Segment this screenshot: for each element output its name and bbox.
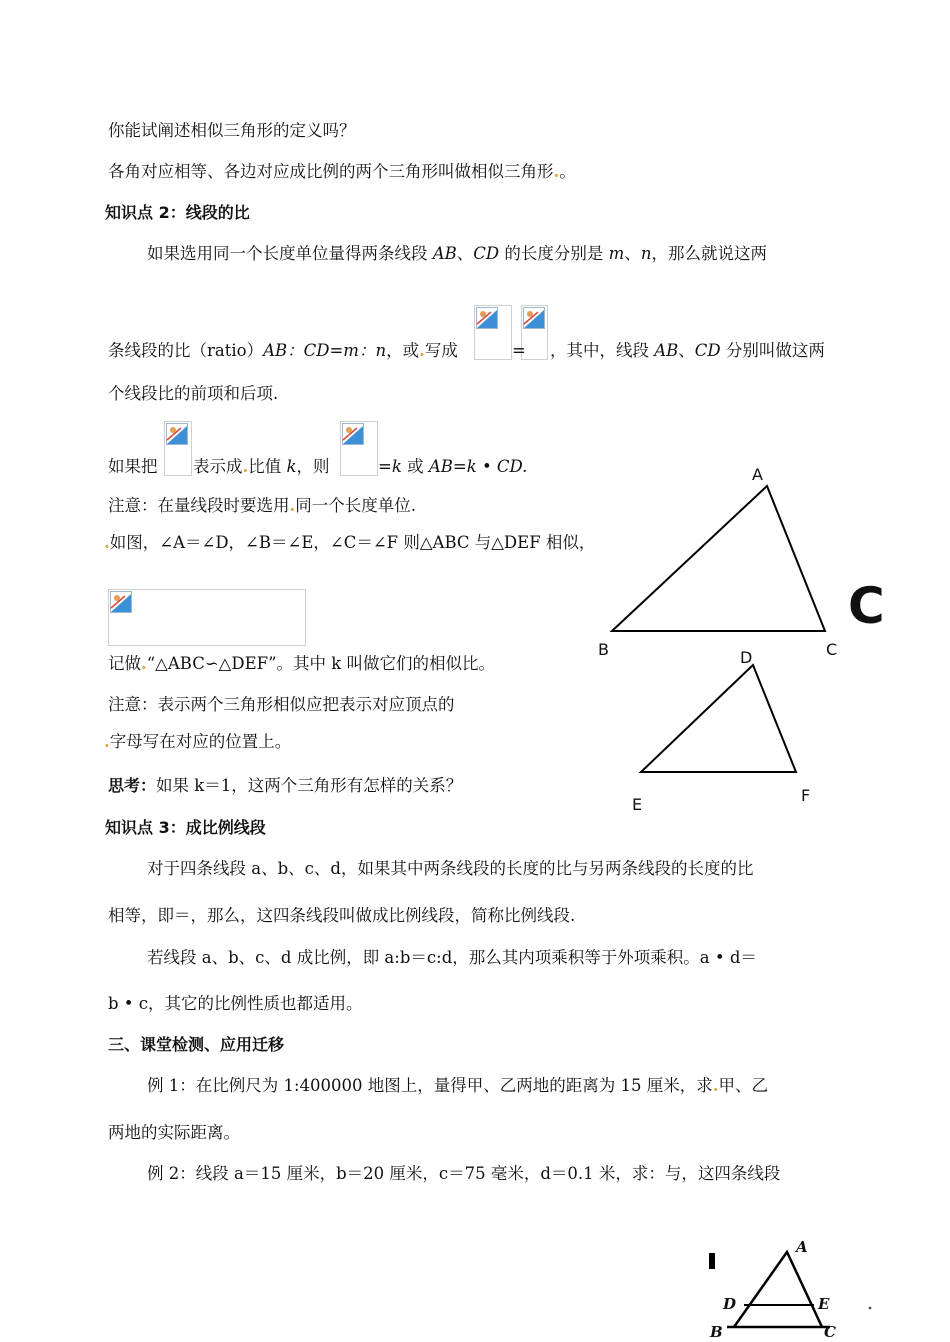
fig2-vertex-a: A — [796, 1238, 808, 1256]
text-ratio: AB：CD=m：n — [263, 341, 387, 360]
think-label: 思考： — [108, 776, 157, 795]
text-segment: 例 1：在比例尺为 1:400000 地图上，量得甲、乙两地的距离为 15 厘米，求 — [147, 1076, 713, 1095]
text-m: m — [608, 244, 625, 263]
text-segment: 写成 — [424, 341, 458, 360]
vertex-label-a: A — [752, 465, 763, 484]
text-cd: CD — [694, 341, 721, 360]
text-eq-k: =k — [378, 457, 402, 476]
text-sep: 、 — [456, 244, 474, 263]
anchor-mark: . — [104, 533, 110, 552]
fig2-vertex-e: E — [818, 1295, 830, 1313]
paragraph-proportional-4: b • c，其它的比例性质也都适用。 — [108, 994, 363, 1013]
question-definition: 你能试阐述相似三角形的定义吗？ — [108, 121, 356, 140]
text-sep: 、 — [678, 341, 695, 360]
text-segment: 分别叫做这两 — [720, 341, 825, 360]
text-segment: “△ABC∽△DEF”。其中 k 叫做它们的相似比。 — [146, 654, 496, 673]
example-1-cont: 两地的实际距离。 — [108, 1123, 240, 1142]
text-segment: 注意：在量线段时要选用 — [108, 496, 290, 515]
text-segment: 如果 k＝1，这两个三角形有怎样的关系？ — [156, 776, 463, 795]
text-segment: 比值 — [248, 457, 287, 476]
text-segment: 如图，∠A＝∠D，∠B＝∠E，∠C＝∠F 则△ABC 与△DEF 相似， — [109, 533, 596, 552]
vertex-label-f: F — [801, 786, 811, 805]
text-ab: AB — [432, 244, 457, 263]
paragraph-proportional-1: 对于四条线段 a、b、c、d，如果其中两条线段的长度的比与另两条线段的长度的比 — [147, 859, 754, 878]
text-k: k — [286, 457, 297, 476]
paragraph-terms: 个线段比的前项和后项. — [108, 384, 279, 403]
heading-knowledge-point-3: 知识点 3：成比例线段 — [105, 818, 266, 837]
text-segment: 字母写在对应的位置上。 — [109, 732, 292, 751]
triangle-outline — [734, 1252, 822, 1327]
text-n: n — [640, 244, 652, 263]
vertex-label-b: B — [598, 640, 609, 659]
large-letter-c: C — [848, 577, 885, 635]
fig2-vertex-c: C — [824, 1323, 836, 1341]
answer-end: 。 — [559, 162, 576, 181]
text-segment: 记做 — [108, 654, 141, 673]
anchor-mark: . — [553, 162, 560, 181]
fig2-vertex-d: D — [723, 1295, 737, 1313]
text-segment: ，其中，线段 — [550, 341, 655, 360]
paragraph-k-start: 如果把 — [108, 457, 158, 476]
heading-knowledge-point-2: 知识点 2：线段的比 — [105, 203, 250, 222]
text-ab: AB — [654, 341, 679, 360]
paragraph-proportional-3: 若线段 a、b、c、d 成比例，即 a:b＝c:d，那么其内项乘积等于外项乘积。a • d＝ — [147, 948, 757, 967]
answer-text: 各角对应相等、各边对应成比例的两个三角形叫做相似三角形 — [108, 162, 554, 181]
text-segment: 的长度分别是 — [499, 244, 609, 263]
text-formula: AB=k • CD. — [428, 457, 528, 476]
anchor-mark: . — [419, 341, 425, 360]
text-segment: ，则 — [296, 457, 330, 476]
text-segment: 或 — [401, 457, 429, 476]
anchor-mark: . — [242, 457, 249, 476]
vertex-label-d: D — [740, 648, 753, 667]
vertex-label-e: E — [632, 795, 643, 814]
vertex-label-c: C — [826, 640, 838, 659]
text-sep: 、 — [624, 244, 641, 263]
anchor-mark: . — [104, 732, 110, 751]
text-segment: 同一个长度单位. — [295, 496, 416, 515]
text-cd: CD — [473, 244, 500, 263]
example-2: 例 2：线段 a＝15 厘米，b＝20 厘米，c＝75 毫米，d＝0.1 米，求：与，这四条线段 — [147, 1164, 781, 1183]
text-segment: ，那么就说这两 — [651, 244, 767, 263]
text-segment: 条线段的比（ratio） — [108, 341, 264, 360]
text-segment: 甲、乙 — [718, 1076, 769, 1095]
fig2-vertex-b: B — [710, 1323, 723, 1341]
paragraph-proportional-2: 相等，即＝，那么，这四条线段叫做成比例线段，简称比例线段. — [108, 906, 576, 925]
anchor-mark: . — [141, 654, 147, 673]
note-vertex-order: 注意：表示两个三角形相似应把表示对应顶点的 — [108, 695, 455, 714]
equals-sign: = — [512, 341, 526, 360]
text-segment: 如果选用同一个长度单位量得两条线段 — [147, 244, 433, 263]
speck — [869, 1307, 872, 1310]
crop-artifact — [709, 1253, 715, 1269]
heading-section-3: 三、课堂检测、应用迁移 — [108, 1035, 285, 1054]
anchor-mark: . — [289, 496, 296, 515]
anchor-mark: . — [712, 1076, 719, 1095]
text-segment: ，或 — [386, 341, 420, 360]
text-segment: 表示成 — [193, 457, 243, 476]
